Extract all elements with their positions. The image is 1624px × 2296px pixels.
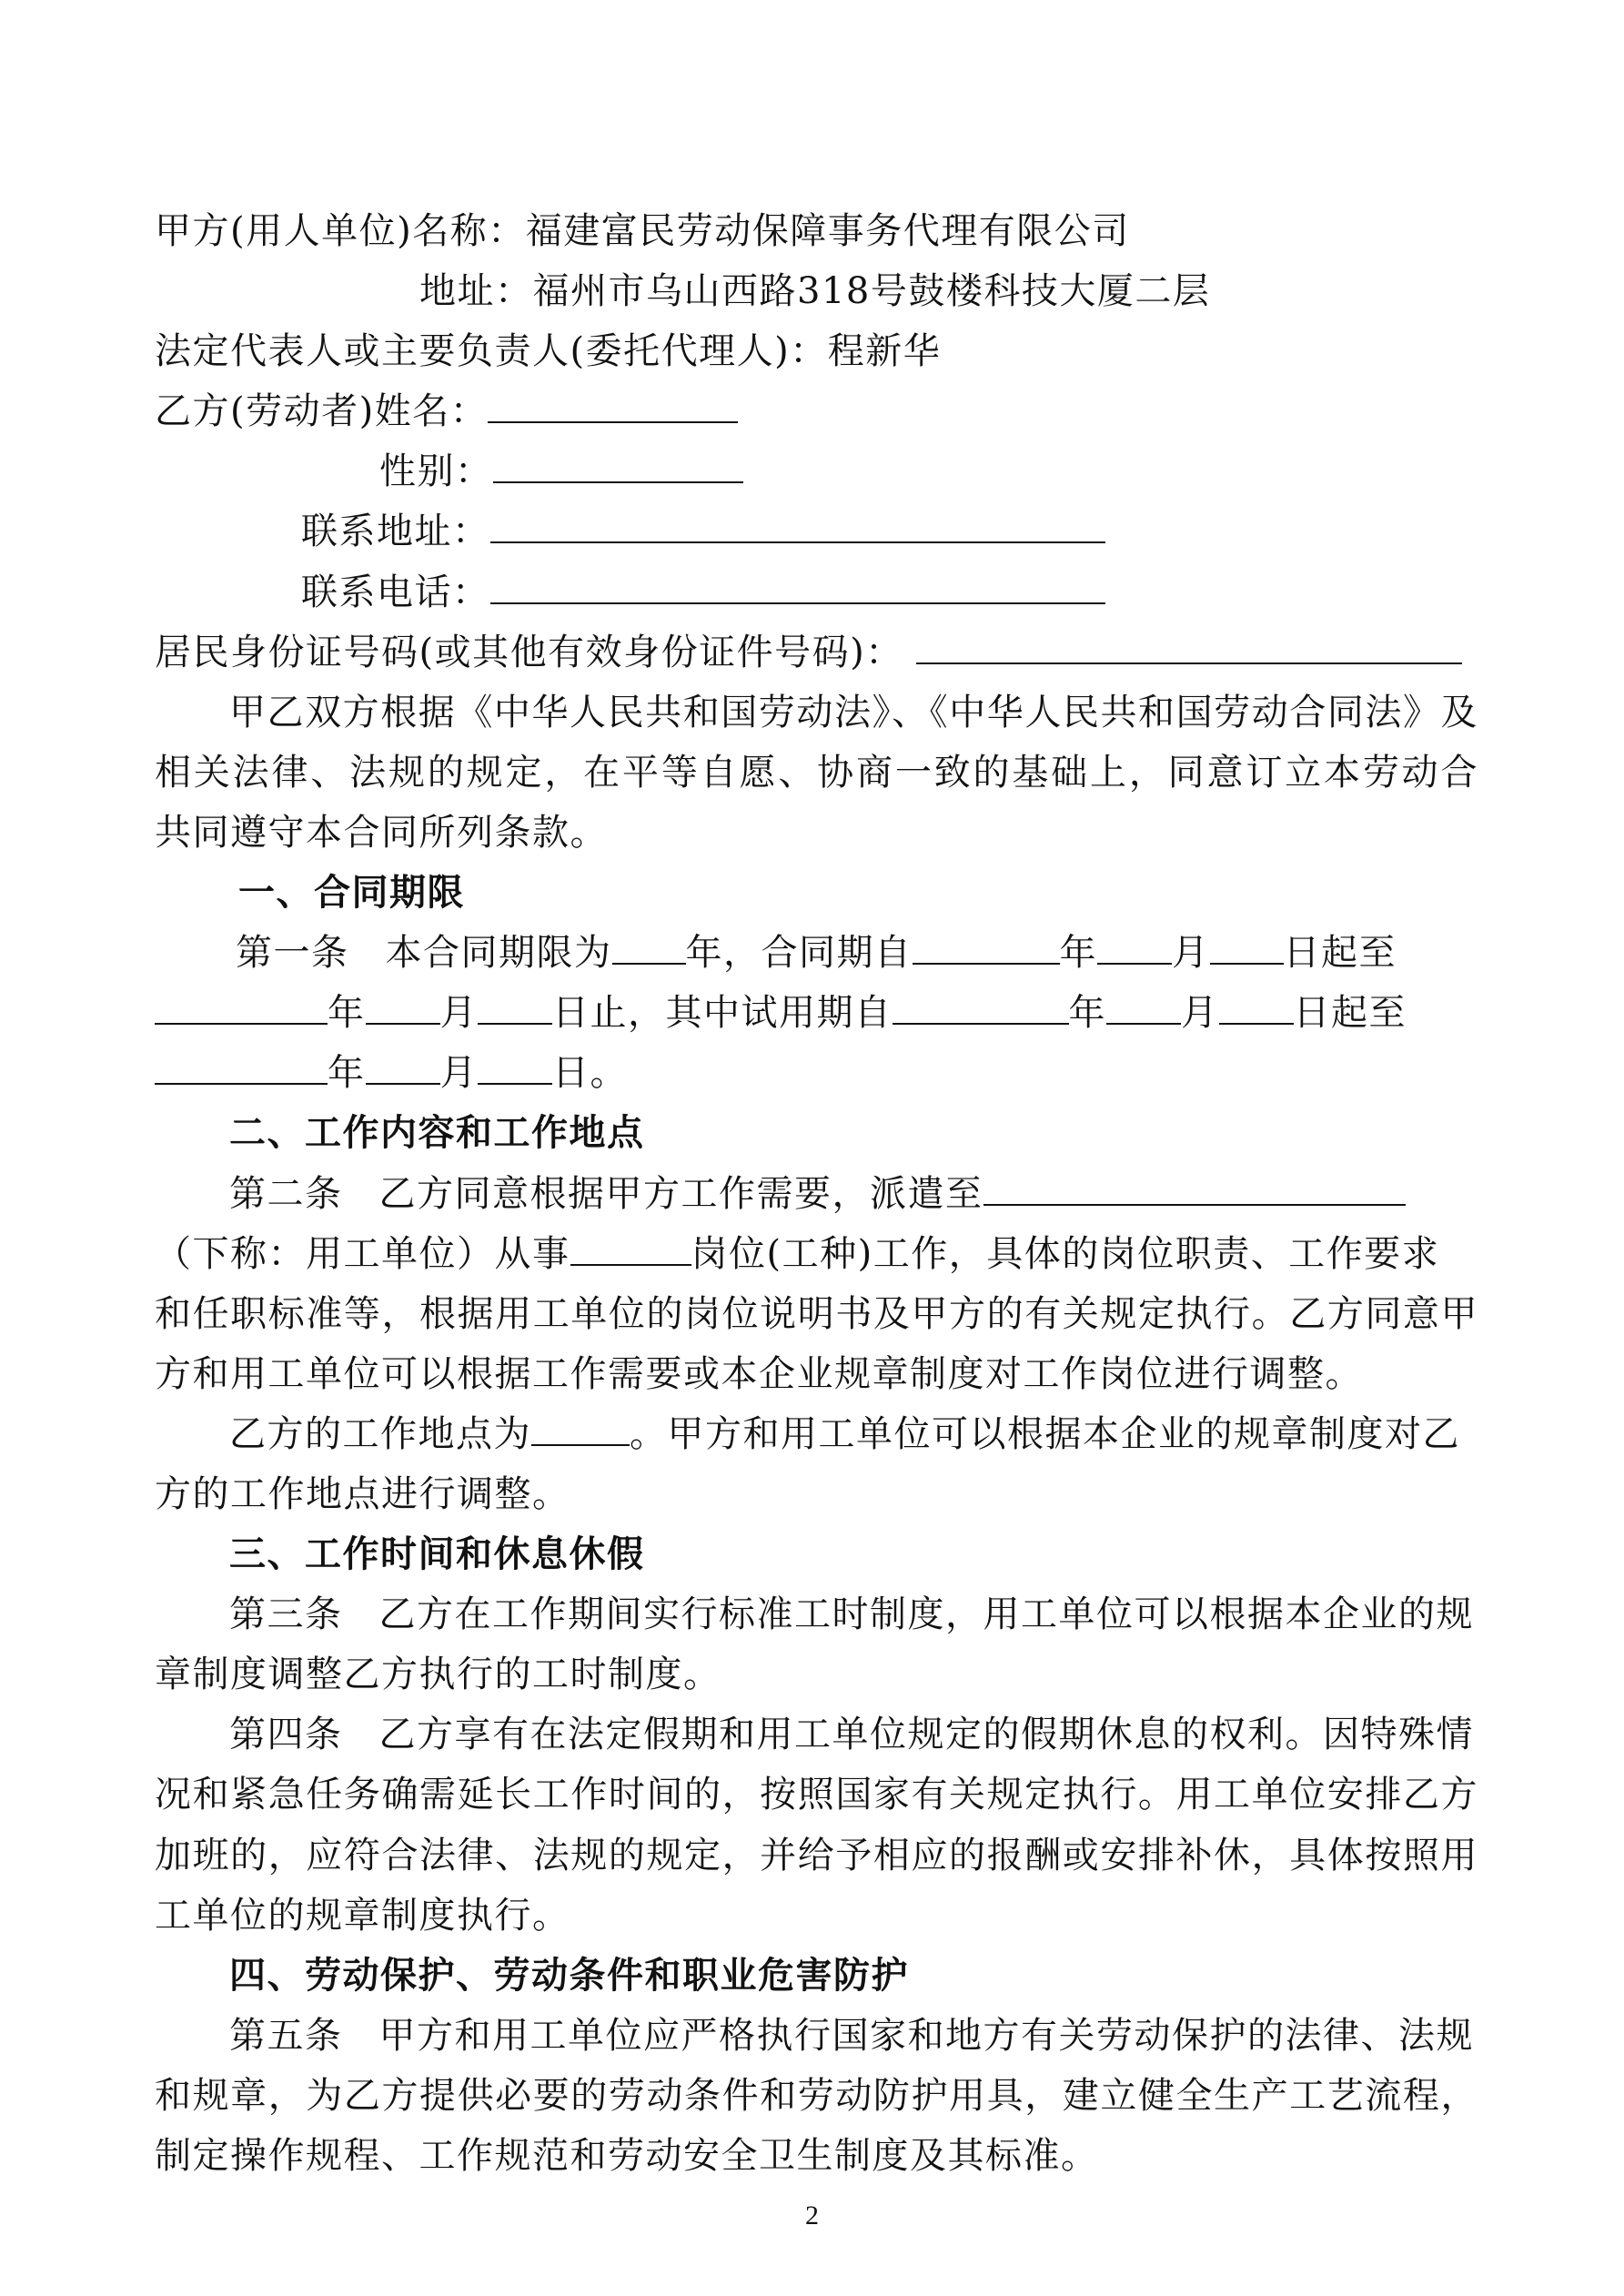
text-line: 加班的，应符合法律、法规的规定，并给予相应的报酬或安排补休，具体按照用: [155, 1834, 1478, 1876]
probation-start-day-field[interactable]: [1219, 988, 1294, 1025]
work-location-line: [155, 1404, 1478, 1464]
preamble-line: 共同遵守本合同所列条款。: [155, 811, 608, 854]
contract-page: [155, 201, 1478, 2186]
party-b-phone-field[interactable]: [490, 568, 1105, 604]
text: 乙方在工作期间实行标准工时制度，用工单位可以根据本企业的规: [378, 1593, 1474, 1636]
page-number: 2: [805, 2200, 819, 2230]
article-2-line-2: [155, 1224, 1478, 1284]
article-label: 第二条: [229, 1172, 343, 1215]
party-a-address: 福州市乌山西路318号鼓楼科技大厦二层: [532, 270, 1211, 313]
text: 日起至: [1283, 932, 1397, 975]
end-month-field[interactable]: [366, 988, 440, 1025]
text: （下称：用工单位）从事: [155, 1232, 570, 1275]
start-day-field[interactable]: [1210, 928, 1284, 965]
probation-end-day-field[interactable]: [478, 1048, 552, 1085]
label: 居民身份证号码(或其他有效身份证件号码)：: [155, 631, 903, 673]
label: 乙方(劳动者)姓名：: [155, 390, 489, 433]
article-label: 第五条: [229, 2014, 343, 2057]
label: 性别：: [379, 450, 493, 493]
text: 岗位(工种)工作，具体的岗位职责、工作要求: [691, 1232, 1440, 1275]
start-month-field[interactable]: [1097, 928, 1172, 965]
party-b-name-field[interactable]: [488, 387, 738, 423]
article-label: 第三条: [229, 1593, 343, 1636]
probation-end-year-field[interactable]: [155, 1048, 328, 1085]
article-label: 第一条: [236, 932, 349, 975]
text: 月: [1181, 992, 1219, 1035]
text: 月: [439, 992, 478, 1035]
text-line: 和规章，为乙方提供必要的劳动条件和劳动防护用具，建立健全生产工艺流程，: [155, 2074, 1478, 2117]
party-b-id-line: [155, 622, 1478, 683]
text: 甲方和用工单位应严格执行国家和地方有关劳动保护的法律、法规: [378, 2014, 1474, 2057]
label: 地址：: [419, 270, 533, 313]
probation-end-month-field[interactable]: [366, 1048, 440, 1085]
section-heading: 一、合同期限: [238, 871, 465, 915]
party-a-name-line: [155, 201, 1478, 261]
party-b-gender-field[interactable]: [493, 447, 743, 483]
text: 日起至: [1293, 992, 1407, 1035]
text: 乙方的工作地点为: [229, 1412, 531, 1455]
text: 年，合同期自: [685, 932, 913, 975]
party-b-address-line: [155, 501, 1478, 561]
party-b-id-field[interactable]: [916, 628, 1462, 664]
term-years-field[interactable]: [612, 928, 686, 965]
article-1: [155, 923, 1478, 983]
label: 联系电话：: [301, 571, 490, 613]
section-heading: 三、工作时间和休息休假: [229, 1532, 645, 1576]
party-a-rep-line: [155, 321, 1478, 381]
end-year-field[interactable]: [155, 988, 328, 1025]
text: 乙方享有在法定假期和用工单位规定的假期休息的权利。因特殊情: [378, 1714, 1474, 1756]
article-1-line-2: [155, 983, 1478, 1043]
dispatch-unit-field[interactable]: [983, 1169, 1406, 1206]
article-5: [155, 2006, 1478, 2066]
text: 年: [1068, 992, 1106, 1035]
preamble-line: 相关法律、法规的规定，在平等自愿、协商一致的基础上，同意订立本劳动合: [155, 751, 1478, 794]
party-a-address-line: [155, 261, 1478, 321]
text: 日。: [552, 1052, 628, 1095]
text-line: 况和紧急任务确需延长工作时间的，按照国家有关规定执行。用工单位安排乙方: [155, 1774, 1478, 1816]
text: 年: [328, 992, 366, 1035]
article-label: 第四条: [229, 1714, 343, 1756]
text: 本合同期限为: [385, 932, 612, 975]
section-heading: 四、劳动保护、劳动条件和职业危害防护: [229, 1953, 909, 1997]
party-b-name-line: [155, 381, 1478, 441]
party-b-phone-line: [155, 562, 1478, 622]
position-field[interactable]: [570, 1229, 691, 1266]
label: 甲方(用人单位)名称：: [155, 210, 526, 252]
text: 年: [1059, 932, 1097, 975]
article-1-line-3: [155, 1043, 1478, 1103]
article-3: [155, 1584, 1478, 1644]
text: 月: [1172, 932, 1210, 975]
section-heading: 二、工作内容和工作地点: [229, 1111, 645, 1155]
start-year-field[interactable]: [913, 928, 1060, 965]
text: 乙方同意根据甲方工作需要，派遣至: [378, 1172, 983, 1215]
article-2: [155, 1164, 1478, 1224]
party-b-gender-line: [155, 441, 1478, 501]
text-line: 工单位的规章制度执行。: [155, 1894, 570, 1937]
text-line: 和任职标准等，根据用工单位的岗位说明书及甲方的有关规定执行。乙方同意甲: [155, 1292, 1478, 1335]
work-location-field[interactable]: [531, 1410, 630, 1446]
text-line: 方和用工单位可以根据工作需要或本企业规章制度对工作岗位进行调整。: [155, 1352, 1363, 1395]
party-b-address-field[interactable]: [490, 507, 1105, 543]
text-line: 方的工作地点进行调整。: [155, 1472, 570, 1515]
label: 联系地址：: [301, 511, 490, 553]
label: 法定代表人或主要负责人(委托代理人)：: [155, 330, 828, 373]
party-a-name: 福建富民劳动保障事务代理有限公司: [525, 210, 1130, 252]
preamble-line: 甲乙双方根据《中华人民共和国劳动法》、《中华人民共和国劳动合同法》及: [229, 691, 1478, 733]
text: 。甲方和用工单位可以根据本企业的规章制度对乙: [630, 1412, 1460, 1455]
article-4: [155, 1704, 1478, 1765]
text: 月: [439, 1052, 478, 1095]
text: 年: [328, 1052, 366, 1095]
party-a-rep: 程新华: [827, 330, 942, 373]
probation-start-year-field[interactable]: [893, 988, 1069, 1025]
text-line: 制定操作规程、工作规范和劳动安全卫生制度及其标准。: [155, 2135, 1099, 2177]
text-line: 章制度调整乙方执行的工时制度。: [155, 1654, 721, 1696]
end-day-field[interactable]: [478, 988, 552, 1025]
probation-start-month-field[interactable]: [1106, 988, 1181, 1025]
text: 日止，其中试用期自: [552, 992, 893, 1035]
